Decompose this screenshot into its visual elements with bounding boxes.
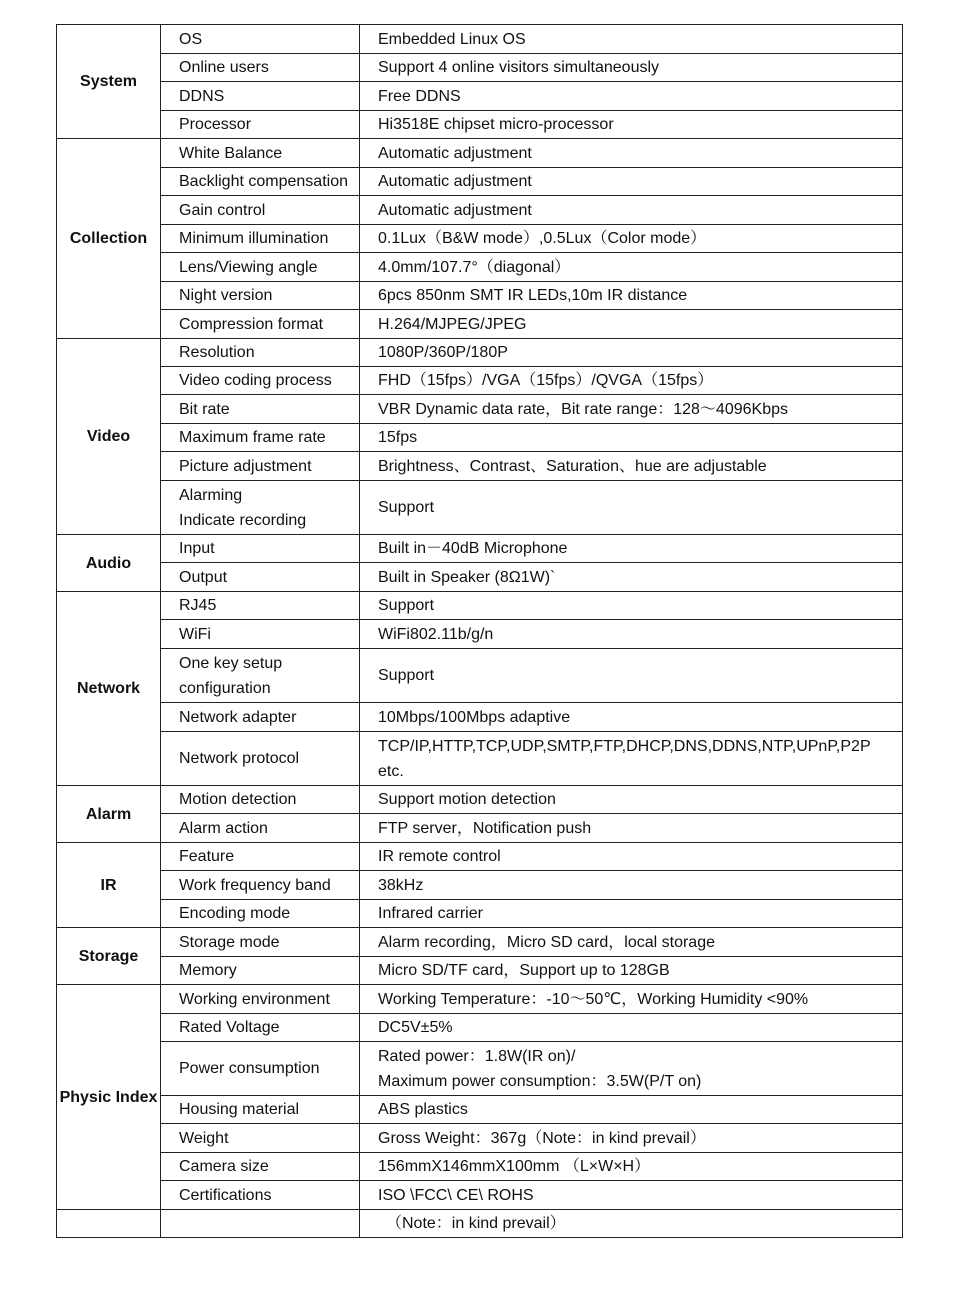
value-cell: DC5V±5% — [360, 1014, 903, 1042]
value-cell: Support 4 online visitors simultaneously — [360, 54, 903, 82]
group-label-network: Network — [57, 592, 161, 786]
spec-row — [57, 54, 903, 82]
value-cell: Support — [360, 592, 903, 620]
value-cell: FHD（15fps）/VGA（15fps）/QVGA（15fps） — [360, 367, 903, 395]
feature-cell: Lens/Viewing angle — [161, 253, 360, 282]
value-cell: Built in－40dB Microphone — [360, 535, 903, 563]
spec-row — [57, 168, 903, 196]
value-cell: ISO \FCC\ CE\ ROHS — [360, 1181, 903, 1210]
feature-cell: Weight — [161, 1124, 360, 1153]
spec-row — [57, 452, 903, 481]
value-cell: Automatic adjustment — [360, 139, 903, 168]
feature-cell: Output — [161, 563, 360, 592]
feature-cell: Resolution — [161, 339, 360, 367]
feature-cell: DDNS — [161, 82, 360, 111]
value-cell: Automatic adjustment — [360, 196, 903, 225]
spec-row — [57, 1096, 903, 1124]
spec-row — [57, 282, 903, 310]
spec-row — [57, 111, 903, 139]
spec-row — [57, 703, 903, 732]
group-label-system: System — [57, 25, 161, 139]
spec-row — [57, 1014, 903, 1042]
spec-row — [57, 1153, 903, 1181]
value-cell: Free DDNS — [360, 82, 903, 111]
feature-cell: RJ45 — [161, 592, 360, 620]
spec-row — [57, 1124, 903, 1153]
value-cell: 1080P/360P/180P — [360, 339, 903, 367]
value-cell: 15fps — [360, 424, 903, 452]
spec-row — [57, 592, 903, 620]
value-cell: Brightness、Contrast、Saturation、hue are adjustable — [360, 452, 903, 481]
footer-group-cell — [57, 1210, 161, 1238]
feature-cell: WiFi — [161, 620, 360, 649]
spec-row — [57, 339, 903, 367]
feature-cell: Bit rate — [161, 395, 360, 424]
value-cell: Support — [360, 649, 903, 703]
value-cell: Working Temperature：-10～50℃，Working Humidity <90% — [360, 985, 903, 1014]
spec-table — [56, 24, 903, 1238]
group-label-alarm: Alarm — [57, 786, 161, 843]
feature-cell: OS — [161, 25, 360, 54]
value-cell: WiFi802.11b/g/n — [360, 620, 903, 649]
feature-cell: Network adapter — [161, 703, 360, 732]
spec-row — [57, 928, 903, 957]
spec-row — [57, 900, 903, 928]
spec-row — [57, 1181, 903, 1210]
spec-row — [57, 620, 903, 649]
value-cell: 10Mbps/100Mbps adaptive — [360, 703, 903, 732]
value-cell: FTP server，Notification push — [360, 814, 903, 843]
feature-cell: Housing material — [161, 1096, 360, 1124]
feature-cell: Feature — [161, 843, 360, 871]
spec-row — [57, 649, 903, 703]
spec-table-body — [57, 25, 903, 1238]
spec-row — [57, 957, 903, 985]
footer-row — [57, 1210, 903, 1238]
group-label-ir: IR — [57, 843, 161, 928]
feature-cell: One key setup configuration — [161, 649, 360, 703]
group-label-audio: Audio — [57, 535, 161, 592]
spec-row — [57, 395, 903, 424]
value-cell: Rated power：1.8W(IR on)/ Maximum power consumption：3.5W(P/T on) — [360, 1042, 903, 1096]
feature-cell: Compression format — [161, 310, 360, 339]
value-cell: Infrared carrier — [360, 900, 903, 928]
value-cell: Micro SD/TF card，Support up to 128GB — [360, 957, 903, 985]
footer-note: （Note：in kind prevail） — [360, 1210, 903, 1238]
value-cell: H.264/MJPEG/JPEG — [360, 310, 903, 339]
feature-cell: Storage mode — [161, 928, 360, 957]
spec-row — [57, 786, 903, 814]
value-cell: Gross Weight：367g（Note：in kind prevail） — [360, 1124, 903, 1153]
value-cell: Support motion detection — [360, 786, 903, 814]
feature-cell: Backlight compensation — [161, 168, 360, 196]
feature-cell: Work frequency band — [161, 871, 360, 900]
value-cell: Automatic adjustment — [360, 168, 903, 196]
feature-cell: Memory — [161, 957, 360, 985]
value-cell: 0.1Lux（B&W mode）,0.5Lux（Color mode） — [360, 225, 903, 253]
feature-cell: Alarming Indicate recording — [161, 481, 360, 535]
spec-row — [57, 535, 903, 563]
feature-cell: Certifications — [161, 1181, 360, 1210]
feature-cell: Motion detection — [161, 786, 360, 814]
feature-cell: Camera size — [161, 1153, 360, 1181]
footer-feature-cell — [161, 1210, 360, 1238]
feature-cell: White Balance — [161, 139, 360, 168]
value-cell: 156mmX146mmX100mm （L×W×H） — [360, 1153, 903, 1181]
value-cell: Support — [360, 481, 903, 535]
spec-row — [57, 25, 903, 54]
value-cell: ABS plastics — [360, 1096, 903, 1124]
spec-row — [57, 563, 903, 592]
feature-cell: Video coding process — [161, 367, 360, 395]
feature-cell: Network protocol — [161, 732, 360, 786]
feature-cell: Gain control — [161, 196, 360, 225]
group-label-physic-index: Physic Index — [57, 985, 161, 1210]
group-label-storage: Storage — [57, 928, 161, 985]
feature-cell: Processor — [161, 111, 360, 139]
feature-cell: Encoding mode — [161, 900, 360, 928]
value-cell: Alarm recording，Micro SD card，local storage — [360, 928, 903, 957]
feature-cell: Input — [161, 535, 360, 563]
feature-cell: Rated Voltage — [161, 1014, 360, 1042]
value-cell: VBR Dynamic data rate，Bit rate range：128～4096Kbps — [360, 395, 903, 424]
feature-cell: Night version — [161, 282, 360, 310]
spec-row — [57, 367, 903, 395]
group-label-video: Video — [57, 339, 161, 535]
spec-row — [57, 424, 903, 452]
spec-row — [57, 732, 903, 786]
spec-row — [57, 139, 903, 168]
value-cell: 4.0mm/107.7°（diagonal） — [360, 253, 903, 282]
spec-row — [57, 814, 903, 843]
spec-row — [57, 985, 903, 1014]
feature-cell: Maximum frame rate — [161, 424, 360, 452]
feature-cell: Power consumption — [161, 1042, 360, 1096]
value-cell: TCP/IP,HTTP,TCP,UDP,SMTP,FTP,DHCP,DNS,DDNS,NTP,UPnP,P2P etc. — [360, 732, 903, 786]
spec-row — [57, 481, 903, 535]
group-label-collection: Collection — [57, 139, 161, 339]
spec-row — [57, 310, 903, 339]
feature-cell: Online users — [161, 54, 360, 82]
spec-row — [57, 1042, 903, 1096]
feature-cell: Working environment — [161, 985, 360, 1014]
feature-cell: Minimum illumination — [161, 225, 360, 253]
spec-row — [57, 82, 903, 111]
value-cell: Embedded Linux OS — [360, 25, 903, 54]
spec-row — [57, 225, 903, 253]
value-cell: Built in Speaker (8Ω1W)` — [360, 563, 903, 592]
spec-row — [57, 196, 903, 225]
spec-row — [57, 843, 903, 871]
value-cell: 6pcs 850nm SMT IR LEDs,10m IR distance — [360, 282, 903, 310]
value-cell: Hi3518E chipset micro-processor — [360, 111, 903, 139]
value-cell: 38kHz — [360, 871, 903, 900]
feature-cell: Picture adjustment — [161, 452, 360, 481]
feature-cell: Alarm action — [161, 814, 360, 843]
spec-row — [57, 253, 903, 282]
value-cell: IR remote control — [360, 843, 903, 871]
spec-row — [57, 871, 903, 900]
